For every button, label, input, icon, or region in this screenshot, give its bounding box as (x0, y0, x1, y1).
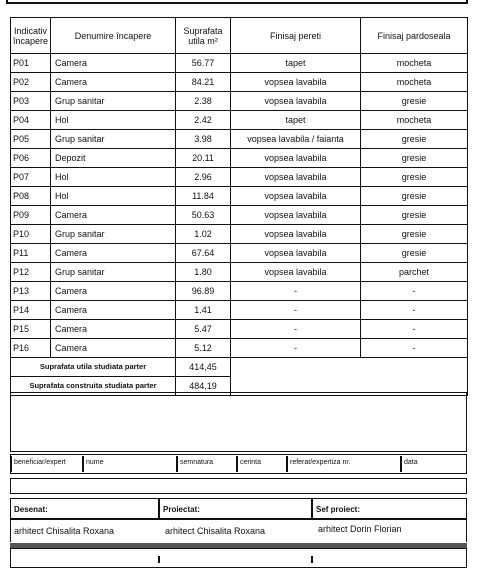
summary-blank (231, 358, 468, 377)
room-area: 50.63 (176, 206, 231, 225)
summary-label: Suprafata utila studiata parter (11, 358, 176, 377)
room-walls: tapet (231, 111, 361, 130)
room-id: P04 (11, 111, 51, 130)
summary-row (11, 358, 468, 377)
table-header-row (11, 18, 468, 54)
table-row (11, 130, 468, 149)
room-walls: vopsea lavabila (231, 73, 361, 92)
title-block-field-label: cerinta (240, 459, 262, 466)
room-name: Camera (51, 73, 176, 92)
room-area: 11.84 (176, 187, 231, 206)
title-block-row1 (10, 454, 467, 474)
room-area: 1.41 (176, 301, 231, 320)
room-name: Camera (51, 206, 176, 225)
room-id: P02 (11, 73, 51, 92)
room-floor: - (361, 301, 468, 320)
table-row (11, 73, 468, 92)
room-floor: mocheta (361, 111, 468, 130)
room-name: Camera (51, 282, 176, 301)
room-id: P12 (11, 263, 51, 282)
title-block-band (10, 478, 467, 494)
room-floor: gresie (361, 244, 468, 263)
room-floor: - (361, 339, 468, 358)
chief-label: Sef proiect: (316, 505, 361, 514)
room-id: P10 (11, 225, 51, 244)
room-name: Camera (51, 301, 176, 320)
title-block-divider (10, 456, 12, 472)
room-walls: vopsea lavabila (231, 206, 361, 225)
room-walls: - (231, 301, 361, 320)
top-frame (6, 0, 468, 4)
table-row (11, 111, 468, 130)
table-row (11, 92, 468, 111)
title-block-divider (176, 456, 178, 472)
room-id: P06 (11, 149, 51, 168)
title-block-divider (286, 456, 288, 472)
title-block-field-label: referat/expertiza nr. (290, 459, 351, 466)
room-id: P09 (11, 206, 51, 225)
title-block-field-label: semnatura (180, 459, 214, 466)
title-block-divider (236, 456, 238, 472)
title-block-field-label: nume (86, 459, 104, 466)
room-floor: mocheta (361, 54, 468, 73)
table-row (11, 206, 468, 225)
room-name: Camera (51, 339, 176, 358)
table-row (11, 149, 468, 168)
room-area: 1.80 (176, 263, 231, 282)
room-name: Depozit (51, 149, 176, 168)
room-walls: vopsea lavabila (231, 263, 361, 282)
room-id: P16 (11, 339, 51, 358)
room-id: P03 (11, 92, 51, 111)
room-name: Grup sanitar (51, 225, 176, 244)
room-walls: vopsea lavabila (231, 149, 361, 168)
room-floor: - (361, 320, 468, 339)
table-row (11, 244, 468, 263)
room-area: 3.98 (176, 130, 231, 149)
header-walls: Finisaj pereti (231, 18, 361, 54)
room-floor: gresie (361, 92, 468, 111)
room-id: P08 (11, 187, 51, 206)
room-floor: gresie (361, 187, 468, 206)
room-walls: vopsea lavabila (231, 225, 361, 244)
room-walls: vopsea lavabila / faianta (231, 130, 361, 149)
title-block-field-label: data (404, 459, 418, 466)
room-area: 20.11 (176, 149, 231, 168)
table-row (11, 263, 468, 282)
room-id: P01 (11, 54, 51, 73)
room-walls: vopsea lavabila (231, 168, 361, 187)
room-walls: vopsea lavabila (231, 187, 361, 206)
room-name: Hol (51, 187, 176, 206)
rooms-table (10, 17, 468, 396)
room-name: Grup sanitar (51, 263, 176, 282)
room-area: 5.12 (176, 339, 231, 358)
header-id: Indicativ încapere (11, 18, 51, 54)
table-body (11, 54, 468, 396)
header-floor: Finisaj pardoseala (361, 18, 468, 54)
room-area: 2.42 (176, 111, 231, 130)
room-floor: - (361, 282, 468, 301)
room-name: Hol (51, 111, 176, 130)
room-walls: vopsea lavabila (231, 92, 361, 111)
room-walls: tapet (231, 54, 361, 73)
room-floor: gresie (361, 225, 468, 244)
designer-label: Desenat: (14, 505, 48, 514)
room-area: 84.21 (176, 73, 231, 92)
room-floor: gresie (361, 149, 468, 168)
room-area: 67.64 (176, 244, 231, 263)
title-block-field-label: beneficiar/expert (14, 459, 66, 466)
header-area: Suprafata utila m² (176, 18, 231, 54)
room-floor: parchet (361, 263, 468, 282)
summary-value: 414,45 (176, 358, 231, 377)
room-area: 96.89 (176, 282, 231, 301)
room-floor: gresie (361, 168, 468, 187)
room-id: P15 (11, 320, 51, 339)
room-name: Grup sanitar (51, 92, 176, 111)
room-name: Camera (51, 54, 176, 73)
table-row (11, 320, 468, 339)
table-row (11, 301, 468, 320)
summary-label: Suprafata construita studiata parter (11, 377, 176, 396)
table-row (11, 282, 468, 301)
room-id: P07 (11, 168, 51, 187)
table-row (11, 168, 468, 187)
room-area: 5.47 (176, 320, 231, 339)
room-walls: - (231, 320, 361, 339)
room-name: Camera (51, 244, 176, 263)
room-id: P11 (11, 244, 51, 263)
checker-label: Proiectat: (163, 505, 200, 514)
table-row (11, 54, 468, 73)
chief-name: arhitect Dorin Florian (318, 524, 402, 534)
room-walls: - (231, 282, 361, 301)
room-name: Camera (51, 320, 176, 339)
title-block-divider (400, 456, 402, 472)
room-area: 1.02 (176, 225, 231, 244)
room-name: Grup sanitar (51, 130, 176, 149)
room-name: Hol (51, 168, 176, 187)
room-id: P14 (11, 301, 51, 320)
room-walls: - (231, 339, 361, 358)
room-floor: gresie (361, 130, 468, 149)
room-walls: vopsea lavabila (231, 244, 361, 263)
table-row (11, 339, 468, 358)
table-row (11, 187, 468, 206)
table-row (11, 225, 468, 244)
title-block-divider (82, 456, 84, 472)
notes-box (10, 392, 467, 452)
designer-name: arhitect Chisalita Roxana (14, 526, 115, 536)
room-floor: gresie (361, 206, 468, 225)
bottom-frame (10, 548, 467, 568)
header-name: Denumire încapere (51, 18, 176, 54)
room-id: P05 (11, 130, 51, 149)
summary-value: 484,19 (176, 377, 231, 396)
room-floor: mocheta (361, 73, 468, 92)
room-area: 56.77 (176, 54, 231, 73)
room-area: 2.96 (176, 168, 231, 187)
room-id: P13 (11, 282, 51, 301)
checker-name: arhitect Chisalita Roxana (165, 526, 266, 536)
room-area: 2.38 (176, 92, 231, 111)
